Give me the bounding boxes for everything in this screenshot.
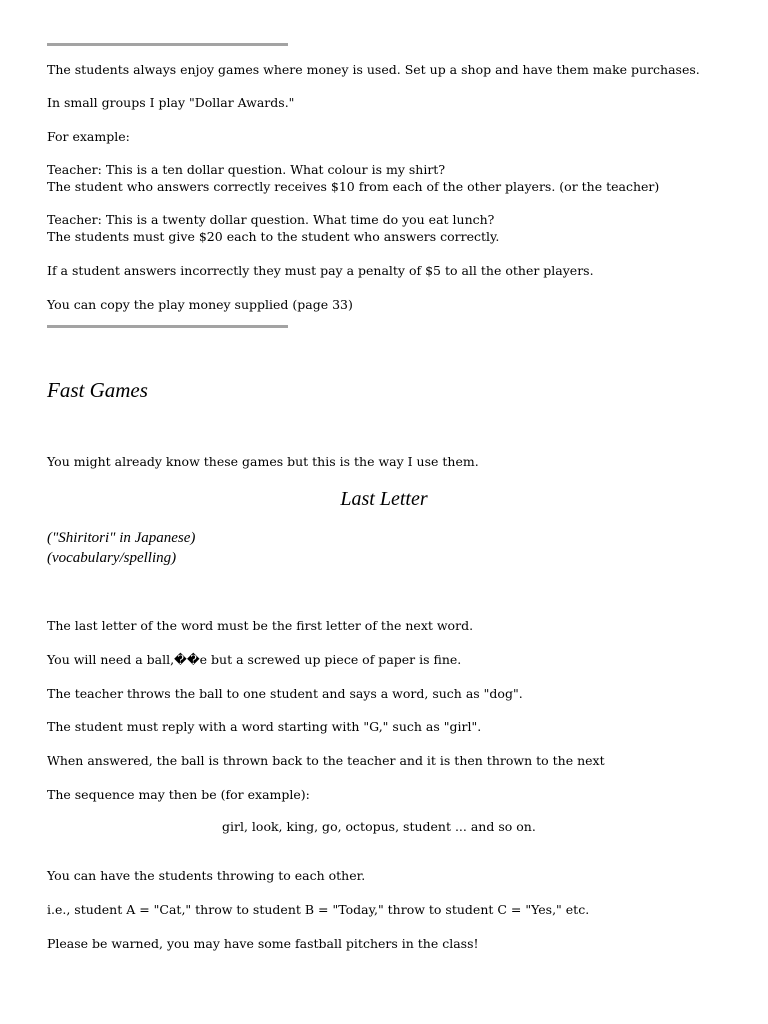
subtitle-vocabulary: (vocabulary/spelling) bbox=[47, 550, 177, 566]
paragraph-teacher-throws: The teacher throws the ball to one student and says a word, such as "dog". bbox=[47, 686, 523, 701]
paragraph-students-give: The students must give $20 each to the student who answers correctly. bbox=[47, 229, 500, 244]
paragraph-need-ball: You will need a ball,��e but a screwed up piece of paper is fine. bbox=[47, 652, 462, 667]
paragraph-ie-example: i.e., student A = "Cat," throw to student B = "Today," throw to student C = "Yes," etc. bbox=[47, 902, 590, 917]
paragraph-for-example: For example: bbox=[47, 129, 130, 144]
bottom-divider bbox=[47, 325, 288, 328]
paragraph-teacher-twenty-dollar: Teacher: This is a twenty dollar question. What time do you eat lunch? bbox=[47, 212, 495, 227]
paragraph-throw-each-other: You can have the students throwing to each other. bbox=[47, 868, 366, 883]
paragraph-dollar-awards: In small groups I play "Dollar Awards." bbox=[47, 95, 295, 110]
paragraph-fast-games-intro: You might already know these games but this is the way I use them. bbox=[47, 454, 479, 469]
heading-last-letter: Last Letter bbox=[340, 488, 428, 510]
paragraph-money-games: The students always enjoy games where money is used. Set up a shop and have them make purchases. bbox=[47, 62, 700, 77]
paragraph-teacher-ten-dollar: Teacher: This is a ten dollar question. What colour is my shirt? bbox=[47, 162, 446, 177]
paragraph-penalty: If a student answers incorrectly they must pay a penalty of $5 to all the other players. bbox=[47, 263, 594, 278]
paragraph-ball-thrown-back: When answered, the ball is thrown back to the teacher and it is then thrown to the next bbox=[47, 753, 605, 768]
sequence-example: girl, look, king, go, octopus, student ... and so on. bbox=[222, 819, 536, 834]
top-divider bbox=[47, 43, 288, 46]
paragraph-warning: Please be warned, you may have some fastball pitchers in the class! bbox=[47, 936, 479, 951]
paragraph-play-money: You can copy the play money supplied (page 33) bbox=[47, 297, 353, 312]
paragraph-last-letter-rule: The last letter of the word must be the first letter of the next word. bbox=[47, 618, 474, 633]
heading-fast-games: Fast Games bbox=[47, 378, 148, 402]
paragraph-student-receives: The student who answers correctly receives $10 from each of the other players. (or the teacher) bbox=[47, 179, 660, 194]
paragraph-sequence-intro: The sequence may then be (for example): bbox=[47, 787, 310, 802]
subtitle-shiritori: ("Shiritori" in Japanese) bbox=[47, 530, 196, 546]
paragraph-student-reply: The student must reply with a word starting with "G," such as "girl". bbox=[47, 719, 482, 734]
